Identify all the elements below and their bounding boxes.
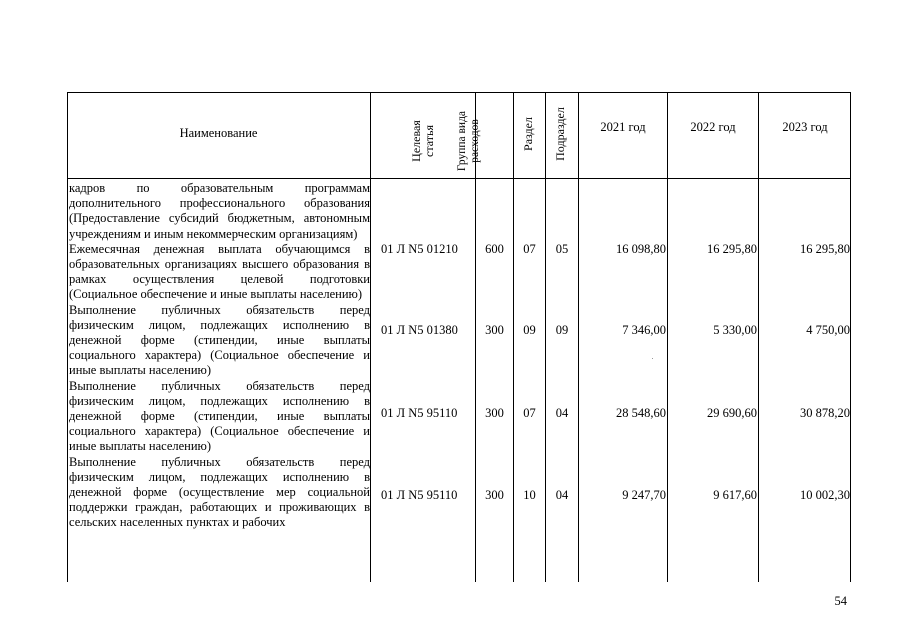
header-year-2023: 2023 год — [782, 120, 828, 134]
header-section: Раздел — [521, 117, 535, 151]
cell-subsection: 05 — [555, 242, 569, 256]
cell-2022: 9 617,60 — [713, 488, 757, 502]
row-name: Выполнение публичных обязательств перед физическим лицом, подлежащих исполнению в денежной форме (стипендии, иные выплаты социального характера) (Социальное обеспечение и иные выплаты населению) — [69, 302, 370, 378]
row-name: Ежемесячная денежная выплата обучающимся в образовательных организациях высшего образования в рамках осуществления целевой подготовки (Социальное обеспечение и иные выплаты населению) — [69, 241, 370, 302]
header-subsection: Подраздел — [553, 107, 567, 161]
cell-section: 10 — [523, 488, 536, 502]
cell-2021: 7 346,00 — [622, 323, 666, 337]
header-target-line1: Целевая — [409, 120, 423, 162]
row-name: кадров по образовательным программам дополнительного профессионального образования (Предоставление субсидий бюджетным, автономным учреждениям и иным некоммерческим организациям) — [69, 181, 370, 241]
header-target-article — [410, 90, 436, 192]
cell-section: 09 — [523, 323, 536, 337]
cell-2023: 4 750,00 — [806, 323, 850, 337]
cell-2022: 5 330,00 — [713, 323, 757, 337]
cell-2021: 28 548,60 — [616, 406, 666, 420]
cell-section: 07 — [523, 406, 536, 420]
row-name: Выполнение публичных обязательств перед физическим лицом, подлежащих исполнению в денежной форме (осуществление мер социальной поддержки граждан, работающих и проживающих в сельских населенных пунктах и рабочих — [69, 454, 370, 530]
col-divider — [370, 92, 371, 582]
header-group-line1: Группа вида — [456, 110, 468, 172]
page-number: 54 — [834, 594, 847, 608]
header-group-line2: расходов — [468, 119, 481, 163]
cell-target: 01 Л N5 95110 — [381, 406, 458, 420]
cell-subsection: 04 — [555, 488, 569, 502]
cell-2023: 30 878,20 — [800, 406, 850, 420]
cell-2023: 16 295,80 — [800, 242, 850, 256]
row-name: Выполнение публичных обязательств перед физическим лицом, подлежащих исполнению в денежной форме (стипендии, иные выплаты социального характера) (Социальное обеспечение и иные выплаты населению) — [69, 378, 370, 454]
header-year-2022: 2022 год — [690, 120, 736, 134]
cell-section: 07 — [523, 242, 536, 256]
cell-subsection: 04 — [555, 406, 569, 420]
cell-target: 01 Л N5 01380 — [381, 323, 458, 337]
header-expense-group — [456, 102, 494, 180]
header-target-line2: статья — [422, 125, 436, 157]
cell-2023: 10 002,30 — [800, 488, 850, 502]
cell-group: 300 — [485, 488, 504, 502]
cell-subsection: 09 — [555, 323, 569, 337]
cell-target: 01 Л N5 01210 — [381, 242, 458, 256]
header-name: Наименование — [179, 126, 258, 140]
cell-2021: 16 098,80 — [616, 242, 666, 256]
cell-target: 01 Л N5 95110 — [381, 488, 458, 502]
cell-group: 300 — [485, 323, 504, 337]
cell-group: 300 — [485, 406, 504, 420]
cell-group: 600 — [485, 242, 504, 256]
scan-speck — [652, 358, 653, 359]
cell-2022: 16 295,80 — [707, 242, 757, 256]
cell-2021: 9 247,70 — [622, 488, 666, 502]
header-year-2021: 2021 год — [600, 120, 646, 134]
names-column — [69, 181, 370, 531]
cell-2022: 29 690,60 — [707, 406, 757, 420]
